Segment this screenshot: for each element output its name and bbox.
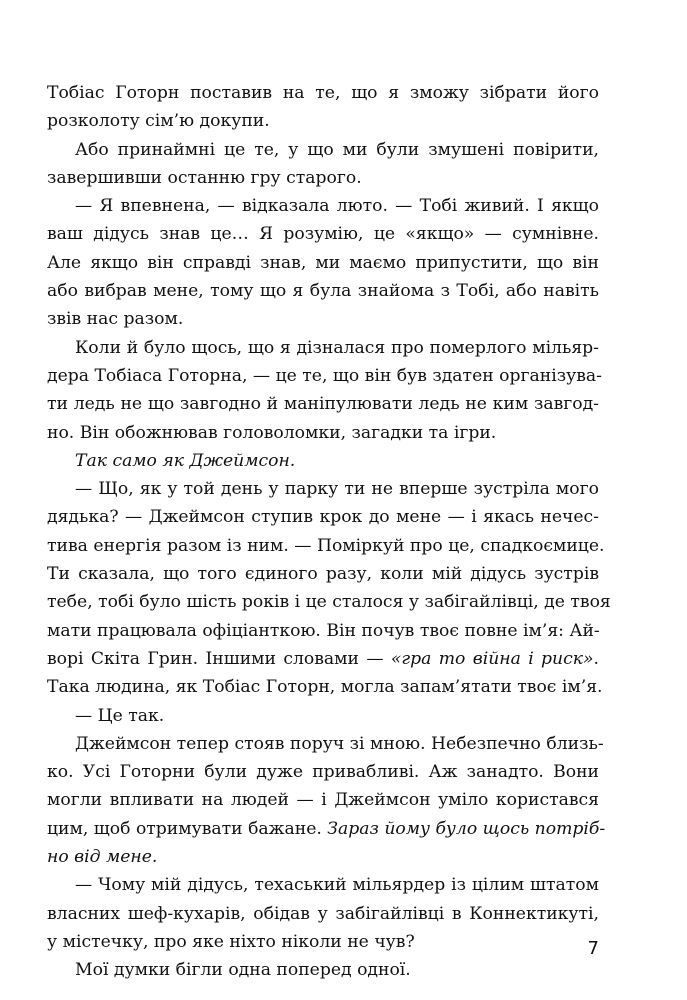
text-line: дядька? — Джеймсон ступив крок до мене — і якась нечес- [47, 507, 599, 528]
text-line: но. Він обожнював головоломки, загадки та ігри. [47, 422, 497, 443]
text-line: звів нас разом. [47, 309, 184, 330]
text-line: Ти сказала, що того єдиного разу, коли мій дідусь зустрів [47, 564, 599, 585]
text-line: Джеймсон тепер стояв поруч зі мною. Небезпечно близь- [75, 733, 604, 754]
italic-text-run: Зараз йому було щось потріб- [327, 818, 606, 839]
text-line: — Що, як у той день у парку ти не вперше зустріла мого [75, 479, 599, 500]
text-line: Така людина, як Тобіас Готорн, могла запам’ятати твоє ім’я. [47, 677, 603, 698]
text-line: — Це так. [75, 705, 165, 726]
text-line: ти ледь не що завгодно й маніпулювати ледь не ким завгод- [47, 394, 599, 415]
text-line: Коли й було щось, що я дізналася про померлого мільяр- [75, 337, 599, 358]
text-line: або вибрав мене, тому що я була знайома з Тобі, або навіть [47, 281, 599, 302]
text-line [47, 815, 606, 843]
italic-text-run: «гра то війна і риск» [390, 648, 594, 669]
text-line: могли впливати на людей — і Джеймсон уміло користався [47, 790, 599, 811]
text-line: Або принаймні це те, у що ми були змушені повірити, [75, 139, 599, 160]
text-line: Мої думки бігли одна поперед одної. [75, 960, 411, 981]
text-line: Так само як Джеймсон. [75, 450, 296, 471]
text-line: ко. Усі Готорни були дуже привабливі. Аж занадто. Вони [47, 762, 599, 783]
text-line: но від мене. [47, 847, 158, 868]
text-line: — Чому мій дідусь, техаський мільярдер із цілим штатом [75, 875, 599, 896]
text-line: Але якщо він справді знав, ми маємо припустити, що він [47, 252, 599, 273]
text-line: мати працювала офіціанткою. Він почув твоє повне ім’я: Ай- [47, 620, 600, 641]
text-line: у містечку, про яке ніхто ніколи не чув? [47, 931, 415, 952]
text-line: — Я впевнена, — відказала люто. — Тобі живий. І якщо [75, 196, 599, 217]
text-line: дера Тобіаса Готорна, — це те, що він був здатен організува- [47, 365, 602, 386]
page-body-text [47, 79, 611, 985]
text-run: . [593, 648, 599, 669]
text-line: тебе, тобі було шість років і це сталося у забігайлівці, де твоя [47, 592, 611, 613]
text-line: завершивши останню гру старого. [47, 167, 362, 188]
text-run: цим, щоб отримувати бажане. [47, 818, 328, 839]
page-number: 7 [587, 938, 599, 959]
text-line: тива енергія разом із ним. — Поміркуй про це, спадкоємице. [47, 535, 605, 556]
text-line: власних шеф-кухарів, обідав у забігайлівці в Коннектикуті, [47, 903, 599, 924]
text-line [47, 645, 599, 673]
text-line: розколоту сім’ю докупи. [47, 111, 270, 132]
text-run: ворі Скіта Грин. Іншими словами — [47, 648, 391, 669]
text-line: ваш дідусь знав це… Я розумію, це «якщо» — сумнівне. [47, 224, 599, 245]
text-line: Тобіас Готорн поставив на те, що я зможу зібрати його [47, 83, 599, 103]
